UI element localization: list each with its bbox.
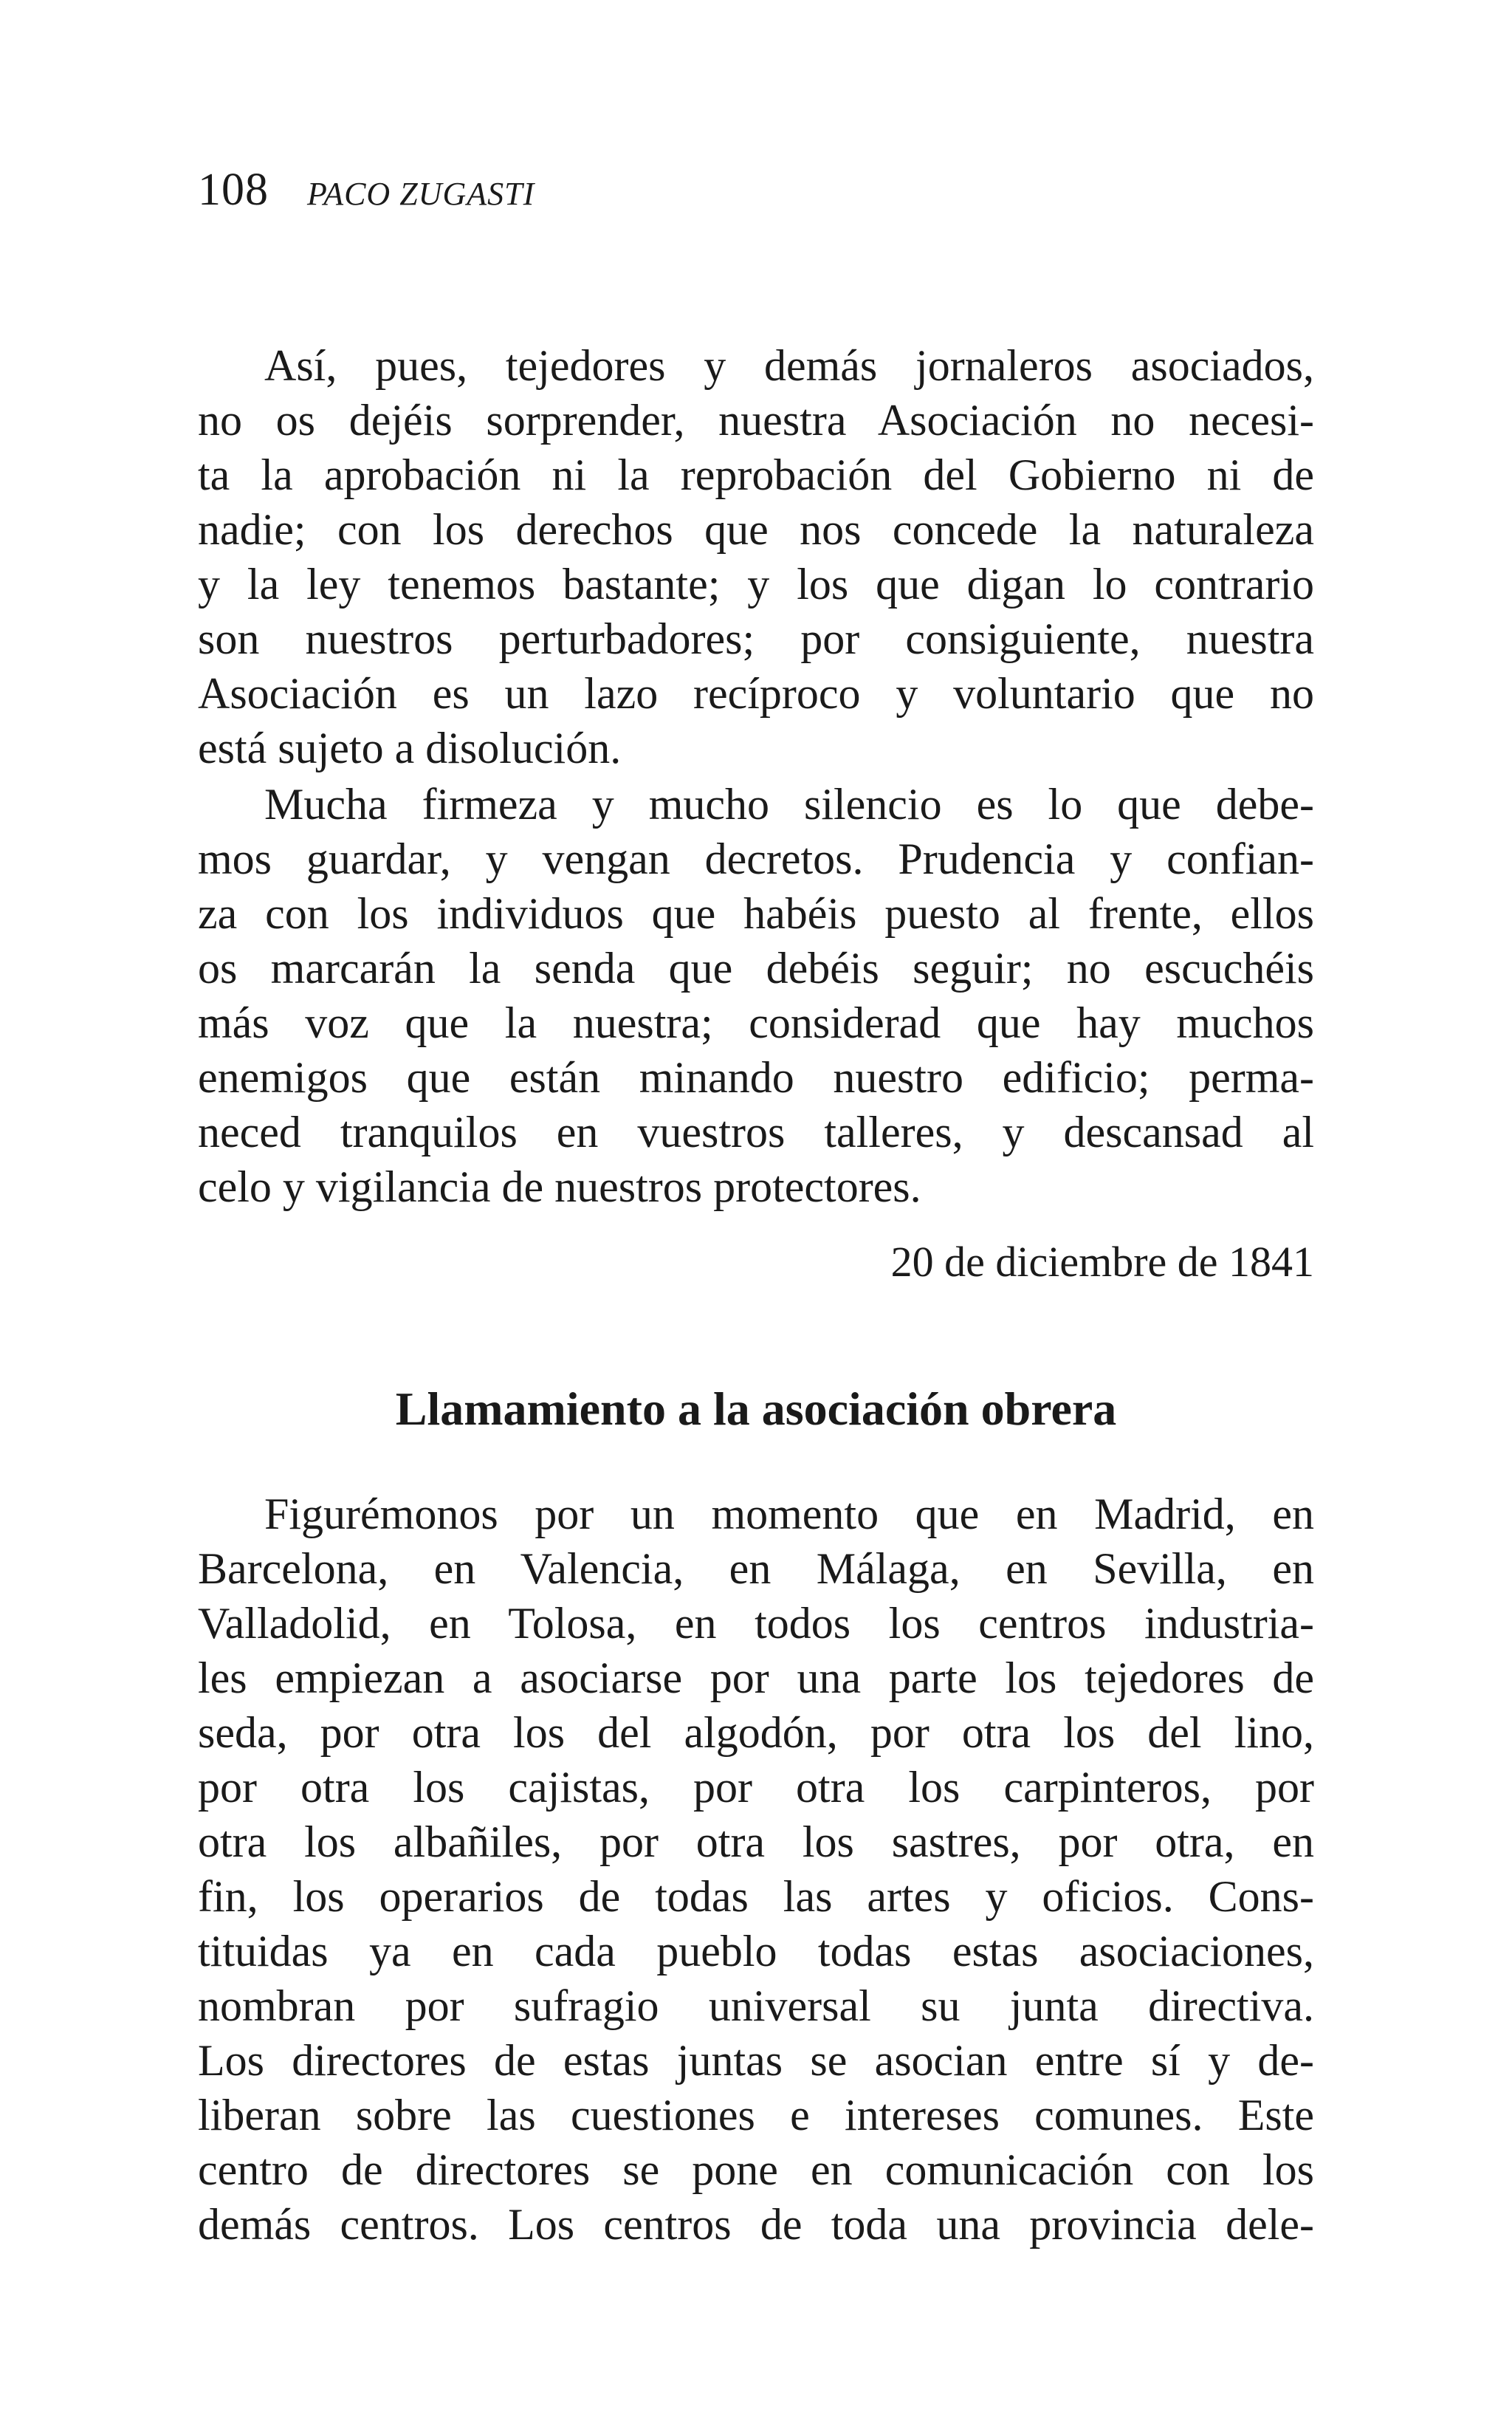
text-line: neced tranquilos en vuestros talleres, y descansad al [198, 1108, 1314, 1156]
text-line: mos guardar, y vengan decretos. Prudencia y confian- [198, 835, 1314, 883]
text-line: ta la aprobación ni la reprobación del Gobierno ni de [198, 450, 1314, 499]
running-head [198, 164, 535, 216]
text-line: enemigos que están minando nuestro edificio; perma- [198, 1053, 1314, 1102]
running-head-author: PACO ZUGASTI [307, 176, 535, 212]
text-line: demás centros. Los centros de toda una provincia dele- [198, 2200, 1314, 2249]
text-line: centro de directores se pone en comunicación con los [198, 2145, 1314, 2194]
text-line: les empiezan a asociarse por una parte los tejedores de [198, 1654, 1314, 1702]
paragraph-3 [198, 1487, 1314, 2252]
text-line: os marcarán la senda que debéis seguir; no escuchéis [198, 944, 1314, 993]
text-line: za con los individuos que habéis puesto al frente, ellos [198, 889, 1314, 938]
text-line: celo y vigilancia de nuestros protectores. [198, 1162, 921, 1211]
text-line: fin, los operarios de todas las artes y oficios. Cons- [198, 1872, 1314, 1921]
text-line: Asociación es un lazo recíproco y voluntario que no [198, 669, 1314, 718]
text-line: otra los albañiles, por otra los sastres, por otra, en [198, 1817, 1314, 1866]
text-line: Valladolid, en Tolosa, en todos los centros industria- [198, 1599, 1314, 1648]
text-line: nombran por sufragio universal su junta directiva. [198, 1981, 1314, 2030]
section-title: Llamamiento a la asociación obrera [395, 1382, 1117, 1435]
text-line: por otra los cajistas, por otra los carpinteros, por [198, 1763, 1314, 1812]
paragraph-1 [198, 338, 1314, 775]
text-line: Mucha firmeza y mucho silencio es lo que debe- [264, 780, 1314, 829]
page-number: 108 [198, 165, 269, 215]
dateline: 20 de diciembre de 1841 [890, 1238, 1314, 1286]
text-line: Figurémonos por un momento que en Madrid, en [264, 1490, 1314, 1538]
text-line: nadie; con los derechos que nos concede la naturaleza [198, 505, 1314, 554]
paragraph-2 [198, 777, 1314, 1214]
text-line: Así, pues, tejedores y demás jornaleros asociados, [264, 341, 1314, 390]
text-line: seda, por otra los del algodón, por otra los del lino, [198, 1708, 1314, 1757]
text-line: son nuestros perturbadores; por consiguiente, nuestra [198, 614, 1314, 663]
text-line: y la ley tenemos bastante; y los que digan lo contrario [198, 560, 1314, 609]
text-line: más voz que la nuestra; considerad que hay muchos [198, 998, 1314, 1047]
text-line: Los directores de estas juntas se asocian entre sí y de- [198, 2036, 1314, 2085]
text-line: tituidas ya en cada pueblo todas estas asociaciones, [198, 1927, 1314, 1975]
text-line: no os dejéis sorprender, nuestra Asociación no necesi- [198, 396, 1314, 445]
text-line: está sujeto a disolución. [198, 724, 622, 772]
text-line: Barcelona, en Valencia, en Málaga, en Sevilla, en [198, 1544, 1314, 1593]
text-line: liberan sobre las cuestiones e intereses comunes. Este [198, 2091, 1314, 2139]
